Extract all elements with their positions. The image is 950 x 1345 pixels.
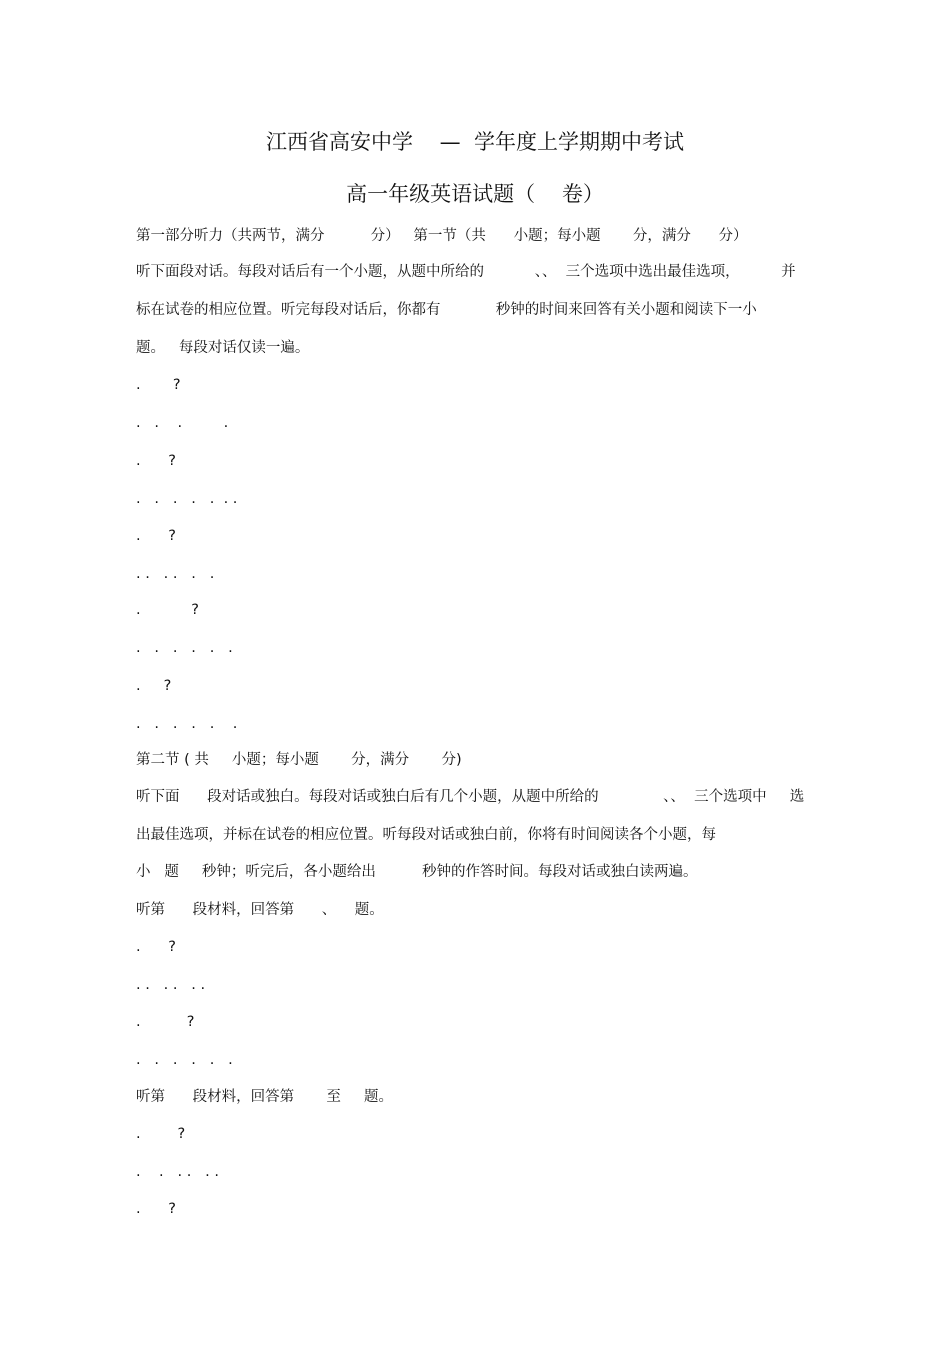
question-line: . ? bbox=[136, 602, 200, 618]
question-line: . ? bbox=[136, 528, 176, 544]
question-line: . ? bbox=[136, 678, 172, 694]
section-instruction: 听第 段材料，回答第 至 题。 bbox=[136, 1089, 393, 1105]
exam-subtitle: 高一年级英语试题（ 卷） bbox=[346, 182, 604, 206]
options-line: . . . . . . . bbox=[136, 491, 238, 507]
part1-heading: 第一部分听力（共两节，满分 分） 第一节（共 小题；每小题 分，满分 分） bbox=[136, 228, 748, 244]
part2-heading: 第二节 ( 共 小题；每小题 分，满分 分) bbox=[136, 752, 462, 768]
question-line: . ? bbox=[136, 939, 176, 955]
options-line: . . . . . . bbox=[136, 1164, 219, 1180]
exam-title: 江西省高安中学 — 学年度上学期期中考试 bbox=[265, 130, 685, 154]
section-instruction: 听第 段材料，回答第 、 题。 bbox=[136, 902, 384, 918]
options-line: . . . . . . bbox=[136, 1052, 233, 1068]
question-line: . ? bbox=[136, 453, 176, 469]
options-line: . . . . bbox=[136, 415, 229, 431]
options-line: . . . . . . bbox=[136, 640, 233, 656]
options-line: . . . . . . bbox=[136, 977, 206, 993]
instruction-line: 题。 每段对话仅读一遍。 bbox=[136, 340, 310, 356]
question-line: . ? bbox=[136, 1201, 176, 1217]
question-line: . ? bbox=[136, 1126, 186, 1142]
instruction-line: 出最佳选项，并标在试卷的相应位置。听每段对话或独白前，你将有时间阅读各个小题，每 bbox=[136, 827, 716, 843]
question-line: . ? bbox=[136, 377, 181, 393]
options-line: . . . . . . bbox=[136, 716, 238, 732]
instruction-line: 听下面段对话。每段对话后有一个小题，从题中所给的 、、 三个选项中选出最佳选项， 并 bbox=[136, 264, 796, 280]
instruction-line: 听下面 段对话或独白。每段对话或独白后有几个小题，从题中所给的 、、 三个选项中 选 bbox=[136, 789, 805, 805]
options-line: . . . . . . bbox=[136, 566, 215, 582]
instruction-line: 小 题 秒钟；听完后，各小题给出 秒钟的作答时间。每段对话或独白读两遍。 bbox=[136, 864, 698, 880]
instruction-line: 标在试卷的相应位置。听完每段对话后，你都有 秒钟的时间来回答有关小题和阅读下一小 bbox=[136, 302, 757, 318]
question-line: . ? bbox=[136, 1014, 195, 1030]
